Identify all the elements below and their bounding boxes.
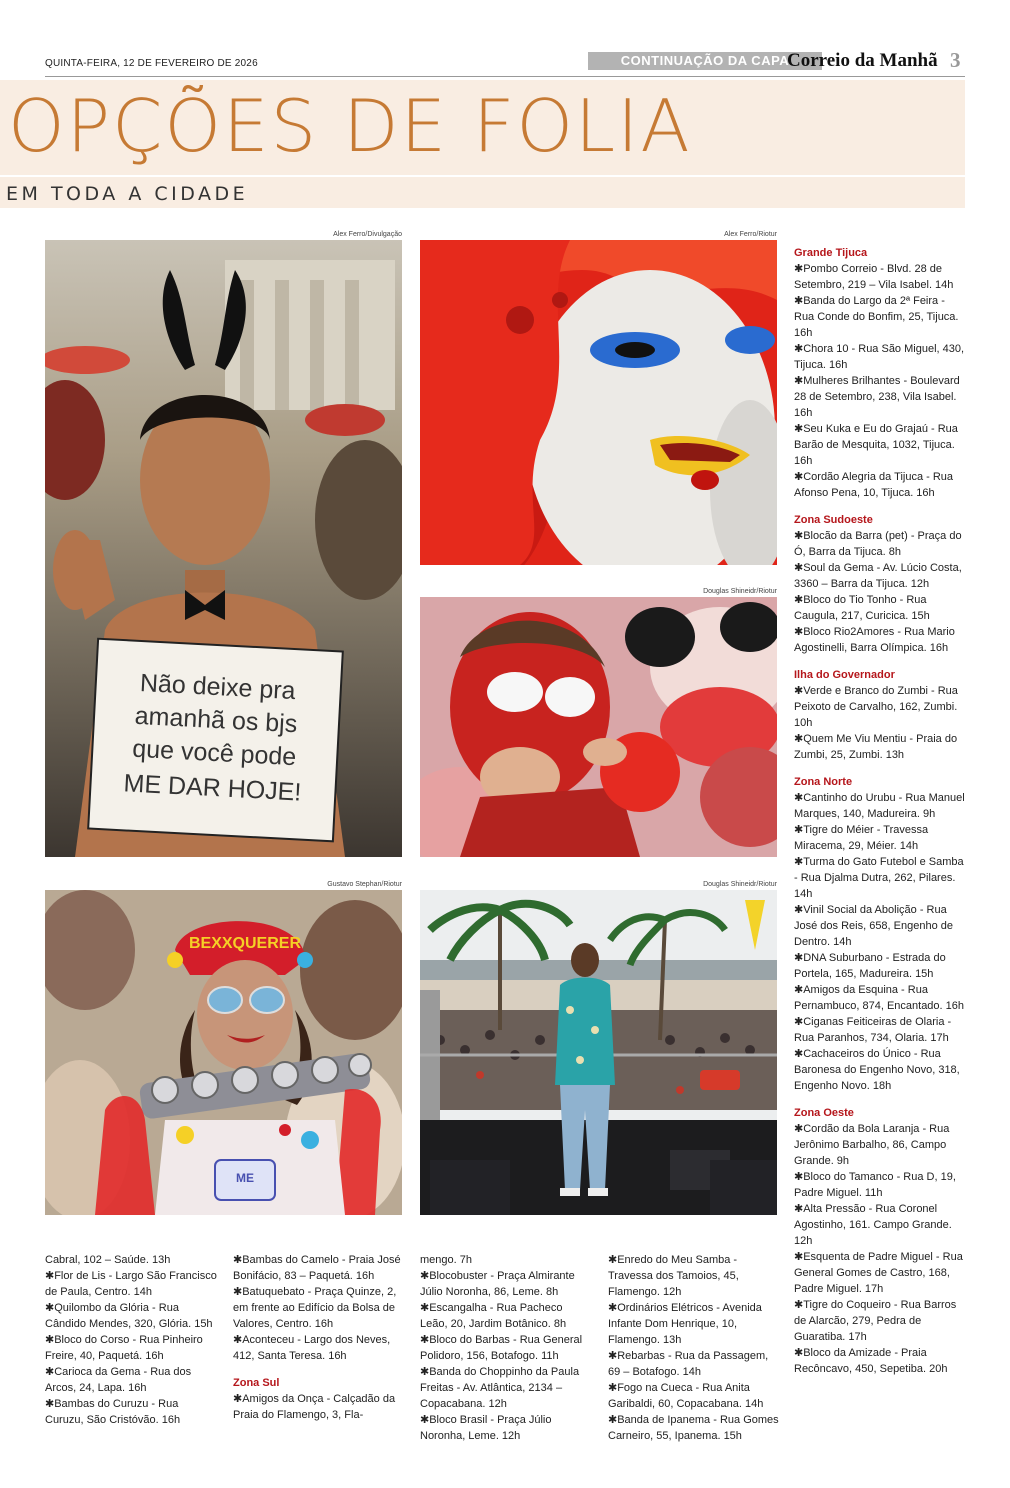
bloco-listing: ✱Mulheres Brilhantes - Boulevard 28 de Setembro, 238, Vila Isabel. 16h <box>794 375 960 419</box>
bloco-listing: ✱Soul da Gema - Av. Lúcio Costa, 3360 – Barra da Tijuca. 12h <box>794 562 962 590</box>
section-heading: Ilha do Governador <box>794 669 895 681</box>
bloco-listing: Cabral, 102 – Saúde. 13h <box>45 1254 171 1266</box>
photo-woman-tambourine <box>45 890 402 1215</box>
bloco-listing: ✱Amigos da Onça - Calçadão da Praia do Flamengo, 3, Fla- <box>233 1393 396 1421</box>
photo-child-spiderman-mask <box>420 597 777 857</box>
bloco-listing: ✱Seu Kuka e Eu do Grajaú - Rua Barão de Mesquita, 1032, Tijuca. 16h <box>794 423 958 467</box>
bloco-listing: ✱Tigre do Coqueiro - Rua Barros de Alarcão, 279, Pedra de Guaratiba. 17h <box>794 1299 957 1343</box>
bloco-listing: ✱Bloco do Corso - Rua Pinheiro Freire, 40, Paquetá. 16h <box>45 1334 203 1362</box>
bloco-listing: ✱Bloco do Tio Tonho - Rua Caugula, 217, Curicica. 15h <box>794 594 930 622</box>
listings-bottom-column-2 <box>233 1252 405 1423</box>
sign-line-4: ME DAR HOJE! <box>122 769 302 807</box>
section-heading: Zona Sul <box>233 1377 280 1389</box>
bloco-listing: ✱Bambas do Camelo - Praia José Bonifácio, 83 – Paquetá. 16h <box>233 1254 401 1282</box>
bloco-listing: ✱Cantinho do Urubu - Rua Manuel Marques, 140, Madureira. 9h <box>794 792 965 820</box>
bloco-listing: ✱Ordinários Elétricos - Avenida Infante Dom Henrique, 10, Flamengo. 13h <box>608 1302 762 1346</box>
section-heading: Grande Tijuca <box>794 247 868 259</box>
bloco-listing: ✱Bloco da Amizade - Praia Recôncavo, 450, Sepetiba. 20h <box>794 1347 948 1375</box>
bloco-listing: ✱Aconteceu - Largo dos Neves, 412, Santa Teresa. 16h <box>233 1334 391 1362</box>
sign-line-3: que você pode <box>131 734 297 772</box>
bloco-listing: ✱Bloco do Tamanco - Rua D, 19, Padre Miguel. 11h <box>794 1171 956 1199</box>
bloco-listing: ✱Bloco Brasil - Praça Júlio Noronha, Leme. 12h <box>420 1414 552 1442</box>
bloco-listing: ✱Banda de Ipanema - Rua Gomes Carneiro, 55, Ipanema. 15h <box>608 1414 779 1442</box>
bloco-listing: ✱Banda do Largo da 2ª Feira - Rua Conde do Bonfim, 25, Tijuca. 16h <box>794 295 959 339</box>
bloco-listing: ✱Quem Me Viu Mentiu - Praia do Zumbi, 25, Zumbi. 13h <box>794 733 958 761</box>
bloco-listing: ✱Rebarbas - Rua da Passagem, 69 – Botafogo. 14h <box>608 1350 769 1378</box>
section-heading: Zona Oeste <box>794 1107 854 1119</box>
header-rule <box>45 76 965 77</box>
section-heading: Zona Norte <box>794 776 853 788</box>
photo-credit: Alex Ferro/Riotur <box>724 231 777 238</box>
bloco-listing: ✱Enredo do Meu Samba - Travessa dos Tamoios, 45, Flamengo. 12h <box>608 1254 739 1298</box>
bloco-listing: ✱Flor de Lis - Largo São Francisco de Paula, Centro. 14h <box>45 1270 217 1298</box>
section-tag: CONTINUAÇÃO DA CAPA <box>588 52 822 70</box>
bloco-listing: ✱Bloco Rio2Amores - Rua Mario Agostinelli, Barra Olímpica. 16h <box>794 626 955 654</box>
listings-bottom-column-4 <box>608 1252 780 1444</box>
photo-credit: Alex Ferro/Divulgação <box>333 231 402 238</box>
bloco-listing: ✱Blocobuster - Praça Almirante Júlio Noronha, 86, Leme. 8h <box>420 1270 575 1298</box>
photo-reveler-with-sign <box>45 240 402 857</box>
bloco-listing: ✱Batuquebato - Praça Quinze, 2, em frente ao Edifício da Bolsa de Valores, Centro. 16h <box>233 1286 397 1330</box>
bloco-listing: ✱Alta Pressão - Rua Coronel Agostinho, 161. Campo Grande. 12h <box>794 1203 952 1247</box>
bloco-listing: ✱Verde e Branco do Zumbi - Rua Peixoto de Carvalho, 162, Zumbi. 10h <box>794 685 958 729</box>
page-header <box>45 50 965 76</box>
bloco-listing: ✱Cordão Alegria da Tijuca - Rua Afonso Pena, 10, Tijuca. 16h <box>794 471 954 499</box>
bloco-listing: ✱Bambas do Curuzu - Rua Curuzu, São Cristóvão. 16h <box>45 1398 181 1426</box>
bloco-listing: ✱Escangalha - Rua Pacheco Leão, 20, Jardim Botânico. 8h <box>420 1302 567 1330</box>
paper-name: Correio da Manhã <box>787 50 938 71</box>
bloco-listing: ✱Tigre do Méier - Travessa Miracema, 29, Méier. 14h <box>794 824 929 852</box>
headline-subtitle: EM TODA A CIDADE <box>6 183 249 205</box>
bloco-listing: ✱Chora 10 - Rua São Miguel, 430, Tijuca. 16h <box>794 343 965 371</box>
bloco-listing: ✱Vinil Social da Abolição - Rua José dos Reis, 658, Engenho de Dentro. 14h <box>794 904 954 948</box>
sign-line-1: Não deixe pra <box>139 669 297 706</box>
bloco-listing: ✱DNA Suburbano - Estrada do Portela, 165, Madureira. 15h <box>794 952 946 980</box>
photo-clown-red-wig <box>420 240 777 565</box>
bloco-listing: ✱Cachaceiros do Único - Rua Baronesa do Engenho Novo, 318, Engenho Novo. 18h <box>794 1048 960 1092</box>
listings-right-column <box>794 245 966 1377</box>
shirt-lettering: ME <box>236 1171 254 1185</box>
dateline: QUINTA-FEIRA, 12 DE FEVEREIRO DE 2026 <box>45 58 258 69</box>
listings-bottom-column-3 <box>420 1252 592 1444</box>
headline-title: OPÇÕES DE FOLIA <box>8 84 692 168</box>
bloco-listing: ✱Turma do Gato Futebol e Samba - Rua Djalma Dutra, 262, Pilares. 14h <box>794 856 964 900</box>
bloco-listing: ✱Pombo Correio - Blvd. 28 de Setembro, 219 – Vila Isabel. 14h <box>794 263 954 291</box>
photo-musician-on-stage <box>420 890 777 1215</box>
photo-credit: Douglas Shineidr/Riotur <box>703 881 777 888</box>
bloco-listing: mengo. 7h <box>420 1254 472 1266</box>
hat-lettering: BEXXQUERER <box>188 935 302 952</box>
bloco-listing: ✱Banda do Choppinho da Paula Freitas - Av. Atlântica, 2134 – Copacabana. 12h <box>420 1366 580 1410</box>
bloco-listing: ✱Ciganas Feiticeiras de Olaria - Rua Paranhos, 734, Olaria. 17h <box>794 1016 952 1044</box>
photo-credit: Gustavo Stephan/Riotur <box>327 881 402 888</box>
sign-line-2: amanhã os bjs <box>134 701 298 739</box>
photo-credit: Douglas Shineidr/Riotur <box>703 588 777 595</box>
bloco-listing: ✱Carioca da Gema - Rua dos Arcos, 24, Lapa. 16h <box>45 1366 192 1394</box>
listings-bottom-column-1 <box>45 1252 217 1428</box>
bloco-listing: ✱Amigos da Esquina - Rua Pernambuco, 874, Encantado. 16h <box>794 984 965 1012</box>
bloco-listing: ✱Esquenta de Padre Miguel - Rua General Gomes de Castro, 168, Padre Miguel. 17h <box>794 1251 963 1295</box>
page-number: 3 <box>950 48 961 72</box>
bloco-listing: ✱Bloco do Barbas - Rua General Polidoro, 156, Botafogo. 11h <box>420 1334 583 1362</box>
bloco-listing: ✱Fogo na Cueca - Rua Anita Garibaldi, 60, Copacabana. 14h <box>608 1382 764 1410</box>
bloco-listing: ✱Quilombo da Glória - Rua Cândido Mendes, 320, Glória. 15h <box>45 1302 213 1330</box>
bloco-listing: ✱Blocão da Barra (pet) - Praça do Ó, Barra da Tijuca. 8h <box>794 530 962 558</box>
section-heading: Zona Sudoeste <box>794 514 873 526</box>
bloco-listing: ✱Cordão da Bola Laranja - Rua Jerônimo Barbalho, 86, Campo Grande. 9h <box>794 1123 950 1167</box>
